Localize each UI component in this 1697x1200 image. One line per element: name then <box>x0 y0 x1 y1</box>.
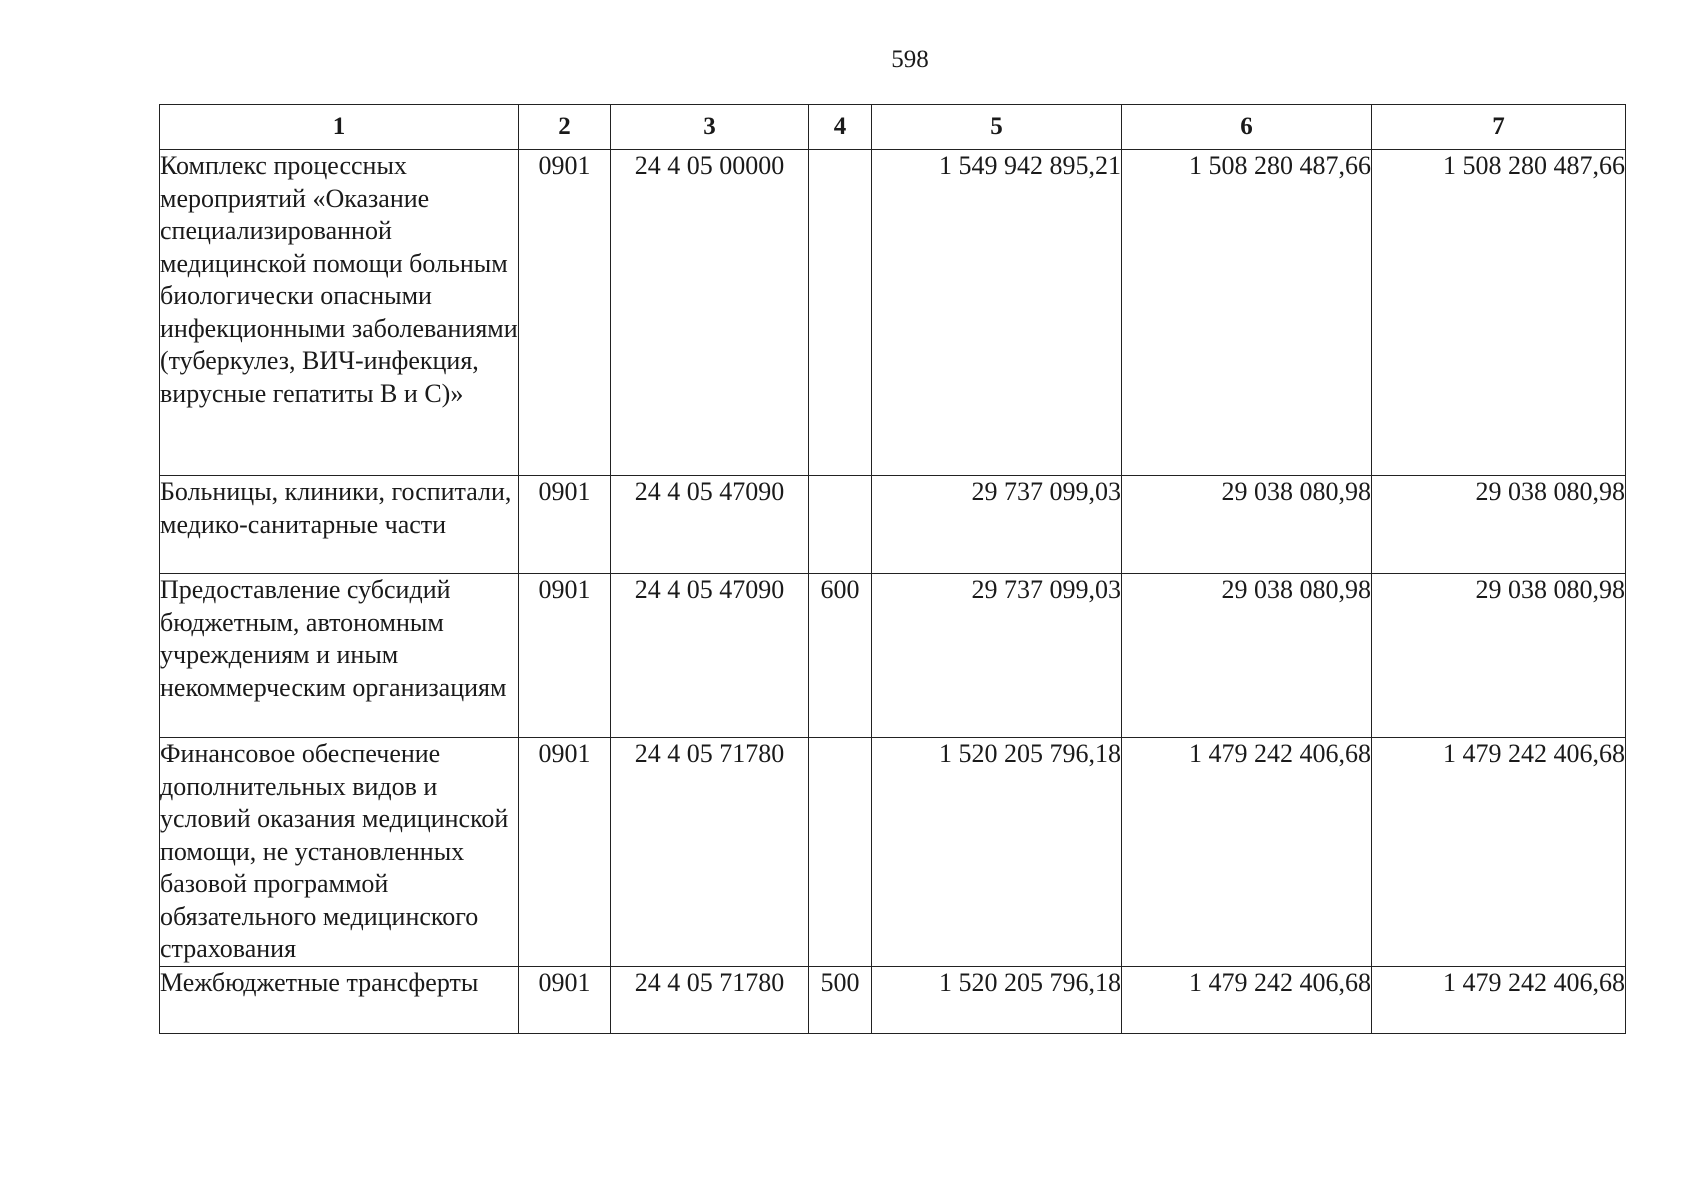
row-amount-1: 29 737 099,03 <box>872 574 1122 738</box>
row-amount-2: 1 479 242 406,68 <box>1122 738 1372 967</box>
row-amount-1: 1 520 205 796,18 <box>872 967 1122 1034</box>
row-target-code: 24 4 05 47090 <box>611 476 809 574</box>
column-header-3: 3 <box>611 105 809 150</box>
row-target-code: 24 4 05 47090 <box>611 574 809 738</box>
row-expense-type <box>809 476 872 574</box>
row-amount-3: 29 038 080,98 <box>1372 574 1626 738</box>
table-row <box>160 574 1626 738</box>
row-amount-2: 1 479 242 406,68 <box>1122 967 1372 1034</box>
column-header-2: 2 <box>519 105 611 150</box>
row-amount-2: 1 508 280 487,66 <box>1122 150 1372 476</box>
column-header-7: 7 <box>1372 105 1626 150</box>
column-header-5: 5 <box>872 105 1122 150</box>
row-name: Финансовое обеспечение дополнительных видов и условий оказания медицинской помощи, не установленных базовой программой обязательного медицинского страхования <box>160 738 519 967</box>
row-amount-2: 29 038 080,98 <box>1122 476 1372 574</box>
row-expense-type: 600 <box>809 574 872 738</box>
row-section-code: 0901 <box>519 574 611 738</box>
table-row <box>160 476 1626 574</box>
table-row <box>160 738 1626 967</box>
column-header-6: 6 <box>1122 105 1372 150</box>
row-name: Предоставление субсидий бюджетным, автономным учреждениям и иным некоммерческим организациям <box>160 574 519 738</box>
row-amount-2: 29 038 080,98 <box>1122 574 1372 738</box>
row-expense-type: 500 <box>809 967 872 1034</box>
table-row <box>160 150 1626 476</box>
row-amount-3: 1 479 242 406,68 <box>1372 738 1626 967</box>
table-row <box>160 967 1626 1034</box>
row-section-code: 0901 <box>519 967 611 1034</box>
row-expense-type <box>809 150 872 476</box>
row-name: Межбюджетные трансферты <box>160 967 519 1034</box>
row-name: Комплекс процессных мероприятий «Оказание специализированной медицинской помощи больным биологически опасными инфекционными заболеваниями (туберкулез, ВИЧ-инфекция, вирусные гепатиты В и С)» <box>160 150 519 476</box>
row-name: Больницы, клиники, госпитали, медико-санитарные части <box>160 476 519 574</box>
table-header-row <box>160 105 1626 150</box>
row-amount-1: 29 737 099,03 <box>872 476 1122 574</box>
row-section-code: 0901 <box>519 738 611 967</box>
row-amount-3: 1 508 280 487,66 <box>1372 150 1626 476</box>
row-target-code: 24 4 05 00000 <box>611 150 809 476</box>
row-target-code: 24 4 05 71780 <box>611 738 809 967</box>
row-section-code: 0901 <box>519 150 611 476</box>
column-header-4: 4 <box>809 105 872 150</box>
row-target-code: 24 4 05 71780 <box>611 967 809 1034</box>
row-section-code: 0901 <box>519 476 611 574</box>
row-amount-3: 1 479 242 406,68 <box>1372 967 1626 1034</box>
budget-table <box>159 104 1626 1034</box>
page-number: 598 <box>891 46 929 73</box>
row-amount-1: 1 549 942 895,21 <box>872 150 1122 476</box>
row-amount-1: 1 520 205 796,18 <box>872 738 1122 967</box>
column-header-1: 1 <box>160 105 519 150</box>
row-expense-type <box>809 738 872 967</box>
row-amount-3: 29 038 080,98 <box>1372 476 1626 574</box>
